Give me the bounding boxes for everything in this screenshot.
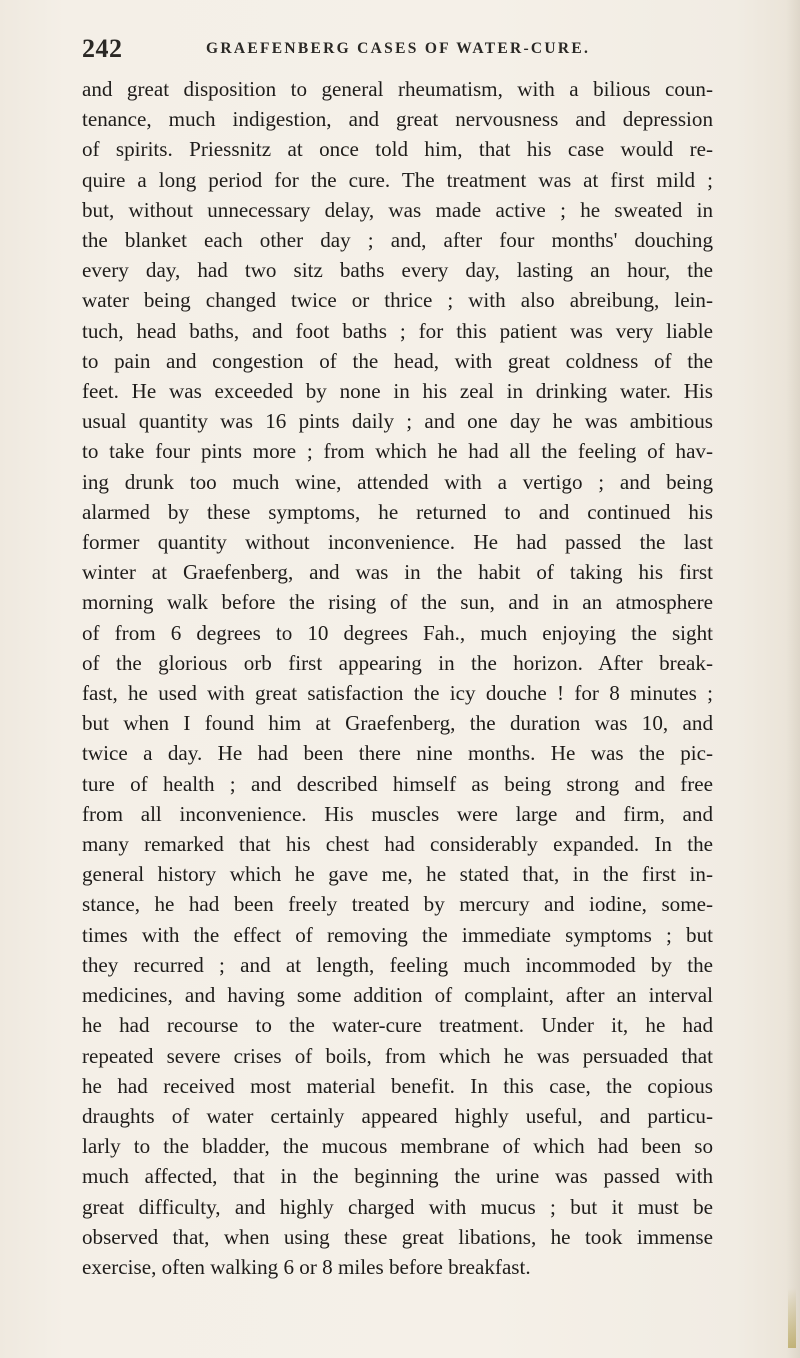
page-edge-shadow (786, 0, 800, 1358)
text-line: from all inconvenience. His muscles were large and firm, and (82, 801, 713, 826)
text-line: tenance, much indigestion, and great nervousness and depression (82, 107, 713, 132)
text-line: former quantity without inconvenience. He had passed the last (82, 530, 713, 555)
text-line: he had recourse to the water-cure treatment. Under it, he had (82, 1013, 713, 1038)
text-line: larly to the bladder, the mucous membrane of which had been so (82, 1134, 713, 1159)
text-line: they recurred ; and at length, feeling much incommoded by the (82, 952, 713, 977)
text-line: many remarked that his chest had considerably expanded. In the (82, 832, 713, 857)
text-line: the blanket each other day ; and, after four months' douching (82, 228, 713, 253)
text-line: stance, he had been freely treated by mercury and iodine, some- (82, 892, 713, 917)
text-line: draughts of water certainly appeared highly useful, and particu- (82, 1103, 713, 1128)
page-edge-stain (788, 1288, 796, 1348)
text-line: general history which he gave me, he stated that, in the first in- (82, 862, 713, 887)
text-line: of spirits. Priessnitz at once told him, that his case would re- (82, 137, 713, 162)
text-line: to take four pints more ; from which he had all the feeling of hav- (82, 439, 713, 464)
text-line: water being changed twice or thrice ; with also abreibung, lein- (82, 288, 713, 313)
text-line: of from 6 degrees to 10 degrees Fah., much enjoying the sight (82, 620, 713, 645)
text-line: medicines, and having some addition of complaint, after an interval (82, 983, 713, 1008)
text-line: ture of health ; and described himself as being strong and free (82, 771, 713, 796)
text-line: tuch, head baths, and foot baths ; for this patient was very liable (82, 318, 713, 343)
text-line: winter at Graefenberg, and was in the habit of taking his first (82, 560, 713, 585)
text-line: of the glorious orb first appearing in the horizon. After break- (82, 650, 713, 675)
text-line: much affected, that in the beginning the urine was passed with (82, 1164, 713, 1189)
text-line: ing drunk too much wine, attended with a vertigo ; and being (82, 469, 713, 494)
text-line: usual quantity was 16 pints daily ; and one day he was ambitious (82, 409, 713, 434)
page-header (82, 34, 722, 64)
text-line: feet. He was exceeded by none in his zeal in drinking water. His (82, 379, 713, 404)
text-line: every day, had two sitz baths every day, lasting an hour, the (82, 258, 713, 283)
text-line: to pain and congestion of the head, with great coldness of the (82, 348, 713, 373)
text-line: twice a day. He had been there nine months. He was the pic- (82, 741, 713, 766)
text-line: but when I found him at Graefenberg, the duration was 10, and (82, 711, 713, 736)
text-line: morning walk before the rising of the sun, and in an atmosphere (82, 590, 713, 615)
running-head: GRAEFENBERG CASES OF WATER-CURE. (206, 40, 591, 57)
page-number: 242 (82, 34, 123, 63)
text-line: and great disposition to general rheumatism, with a bilious coun- (82, 77, 713, 101)
text-line: great difficulty, and highly charged with mucus ; but it must be (82, 1194, 713, 1219)
text-line: but, without unnecessary delay, was made active ; he sweated in (82, 197, 713, 222)
text-line: exercise, often walking 6 or 8 miles before breakfast. (82, 1254, 531, 1279)
text-line: fast, he used with great satisfaction the icy douche ! for 8 minutes ; (82, 681, 713, 706)
text-line: repeated severe crises of boils, from which he was persuaded that (82, 1043, 713, 1068)
text-line: observed that, when using these great libations, he took immense (82, 1224, 713, 1249)
text-line: alarmed by these symptoms, he returned to and continued his (82, 499, 713, 524)
body-paragraph (82, 74, 713, 1282)
text-line: times with the effect of removing the immediate symptoms ; but (82, 922, 713, 947)
text-line: quire a long period for the cure. The treatment was at first mild ; (82, 167, 713, 192)
text-line: he had received most material benefit. In this case, the copious (82, 1073, 713, 1098)
